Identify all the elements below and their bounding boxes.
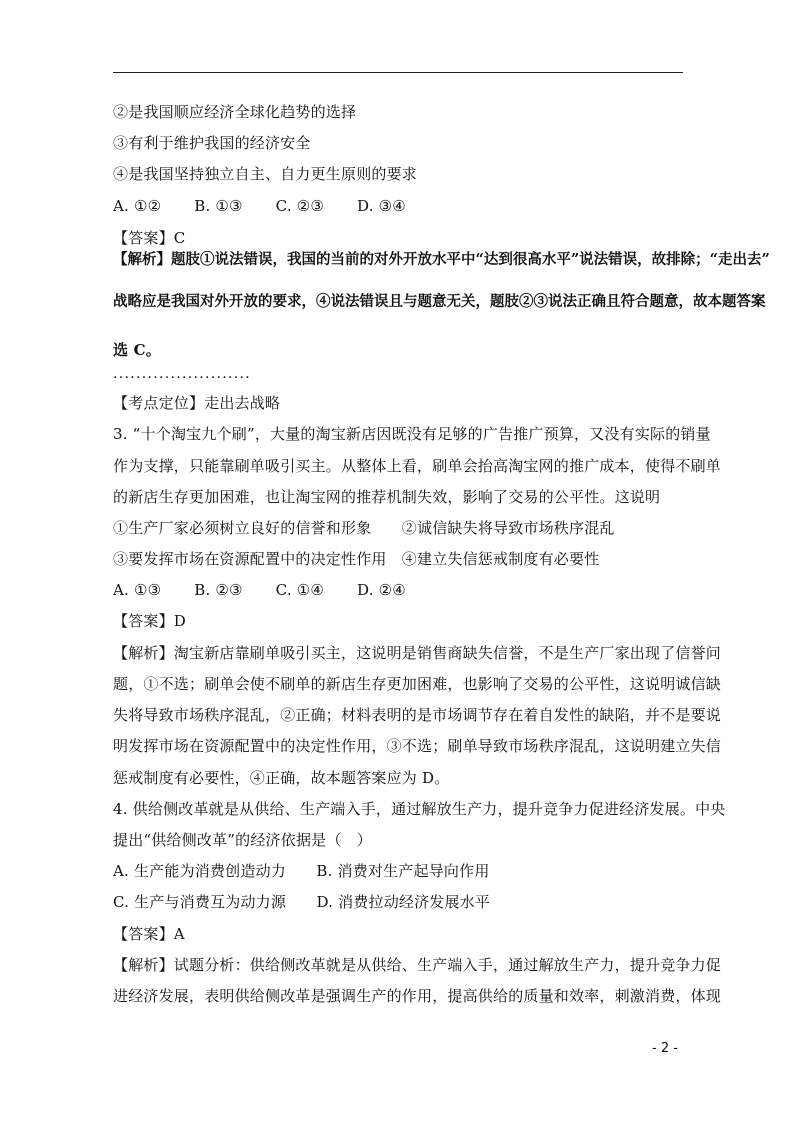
q3-stem-line-1: 3. “十个淘宝九个刷”，大量的淘宝新店因既没有足够的广告推广预算，又没有实际的销量 — [113, 425, 711, 443]
q2-answer: 【答案】C — [113, 229, 186, 247]
page-number: - 2 - — [652, 1041, 678, 1056]
q4-stem-line-1: 4. 供给侧改革就是从供给、生产端入手，通过解放生产力，提升竞争力促进经济发展。中央 — [113, 800, 726, 818]
q2-options — [113, 196, 406, 216]
option-line-2: ②是我国顺应经济全球化趋势的选择 — [113, 103, 357, 121]
q3-options — [113, 580, 406, 600]
q4-stem-line-2: 提出“供给侧改革”的经济依据是（ ） — [113, 831, 372, 849]
q3-explanation-line-1: 【解析】淘宝新店靠刷单吸引买主，这说明是销售商缺失信誉，不是生产厂家出现了信誉问 — [113, 644, 722, 662]
q3-statements-3-4: ③要发挥市场在资源配置中的决定性作用 ④建立失信惩戒制度有必要性 — [113, 550, 600, 568]
q4-options-c-d: C. 生产与消费互为动力源 D. 消费拉动经济发展水平 — [113, 893, 491, 911]
q2-explanation-line-3: 选 C。 — [113, 341, 161, 359]
q3-option-a: A. ①③ — [113, 581, 162, 599]
q3-option-b: B. ②③ — [194, 581, 243, 599]
q2-key-point: 【考点定位】走出去战略 — [113, 394, 281, 412]
q3-explanation-line-4: 明发挥市场在资源配置中的决定性作用，③不选；刷单导致市场秩序混乱，这说明建立失信 — [113, 737, 722, 755]
header-rule — [113, 72, 683, 73]
q3-answer: 【答案】D — [113, 612, 187, 630]
option-line-3: ③有利于维护我国的经济安全 — [113, 134, 311, 152]
q3-explanation-line-2: 题，①不选；刷单会使不刷单的新店生存更加困难，也影响了交易的公平性，这说明诚信缺 — [113, 675, 722, 693]
q2-option-a: A. ①② — [113, 197, 162, 215]
q3-stem-line-2: 作为支撑，只能靠刷单吸引买主。从整体上看，刷单会抬高淘宝网的推广成本，使得不刷单 — [113, 457, 722, 475]
q2-explanation-line-2: 战略应是我国对外开放的要求，④说法错误且与题意无关，题肢②③说法正确且符合题意，故本题答案 — [113, 293, 766, 310]
q3-stem-line-3: 的新店生存更加困难，也让淘宝网的推荐机制失效，影响了交易的公平性。这说明 — [113, 488, 661, 506]
q2-option-c: C. ②③ — [275, 197, 325, 215]
q3-explanation-line-5: 惩戒制度有必要性，④正确，故本题答案应为 D。 — [113, 769, 450, 787]
option-line-4: ④是我国坚持独立自主、自力更生原则的要求 — [113, 165, 418, 183]
q4-explanation-line-2: 进经济发展，表明供给侧改革是强调生产的作用，提高供给的质量和效率，刺激消费，体现 — [113, 987, 722, 1005]
q2-explanation-line-1: 【解析】题肢①说法错误，我国的当前的对外开放水平中“达到很高水平”说法错误，故排除；“走出去” — [113, 251, 770, 268]
q3-option-c: C. ①④ — [275, 581, 325, 599]
q2-option-b: B. ①③ — [194, 197, 243, 215]
q4-options-a-b: A. 生产能为消费创造动力 B. 消费对生产起导向作用 — [113, 862, 490, 880]
q2-option-d: D. ③④ — [357, 197, 406, 215]
q3-option-d: D. ②④ — [357, 581, 406, 599]
q3-explanation-line-3: 失将导致市场秩序混乱，②正确；材料表明的是市场调节存在着自发性的缺陷，并不是要说 — [113, 706, 722, 724]
q4-explanation-line-1: 【解析】试题分析：供给侧改革就是从供给、生产端入手，通过解放生产力，提升竞争力促 — [113, 956, 722, 974]
q3-statements-1-2: ①生产厂家必须树立良好的信誉和形象 ②诚信缺失将导致市场秩序混乱 — [113, 519, 615, 537]
dotted-separator: ........................ — [113, 366, 252, 382]
q4-answer: 【答案】A — [113, 925, 185, 943]
